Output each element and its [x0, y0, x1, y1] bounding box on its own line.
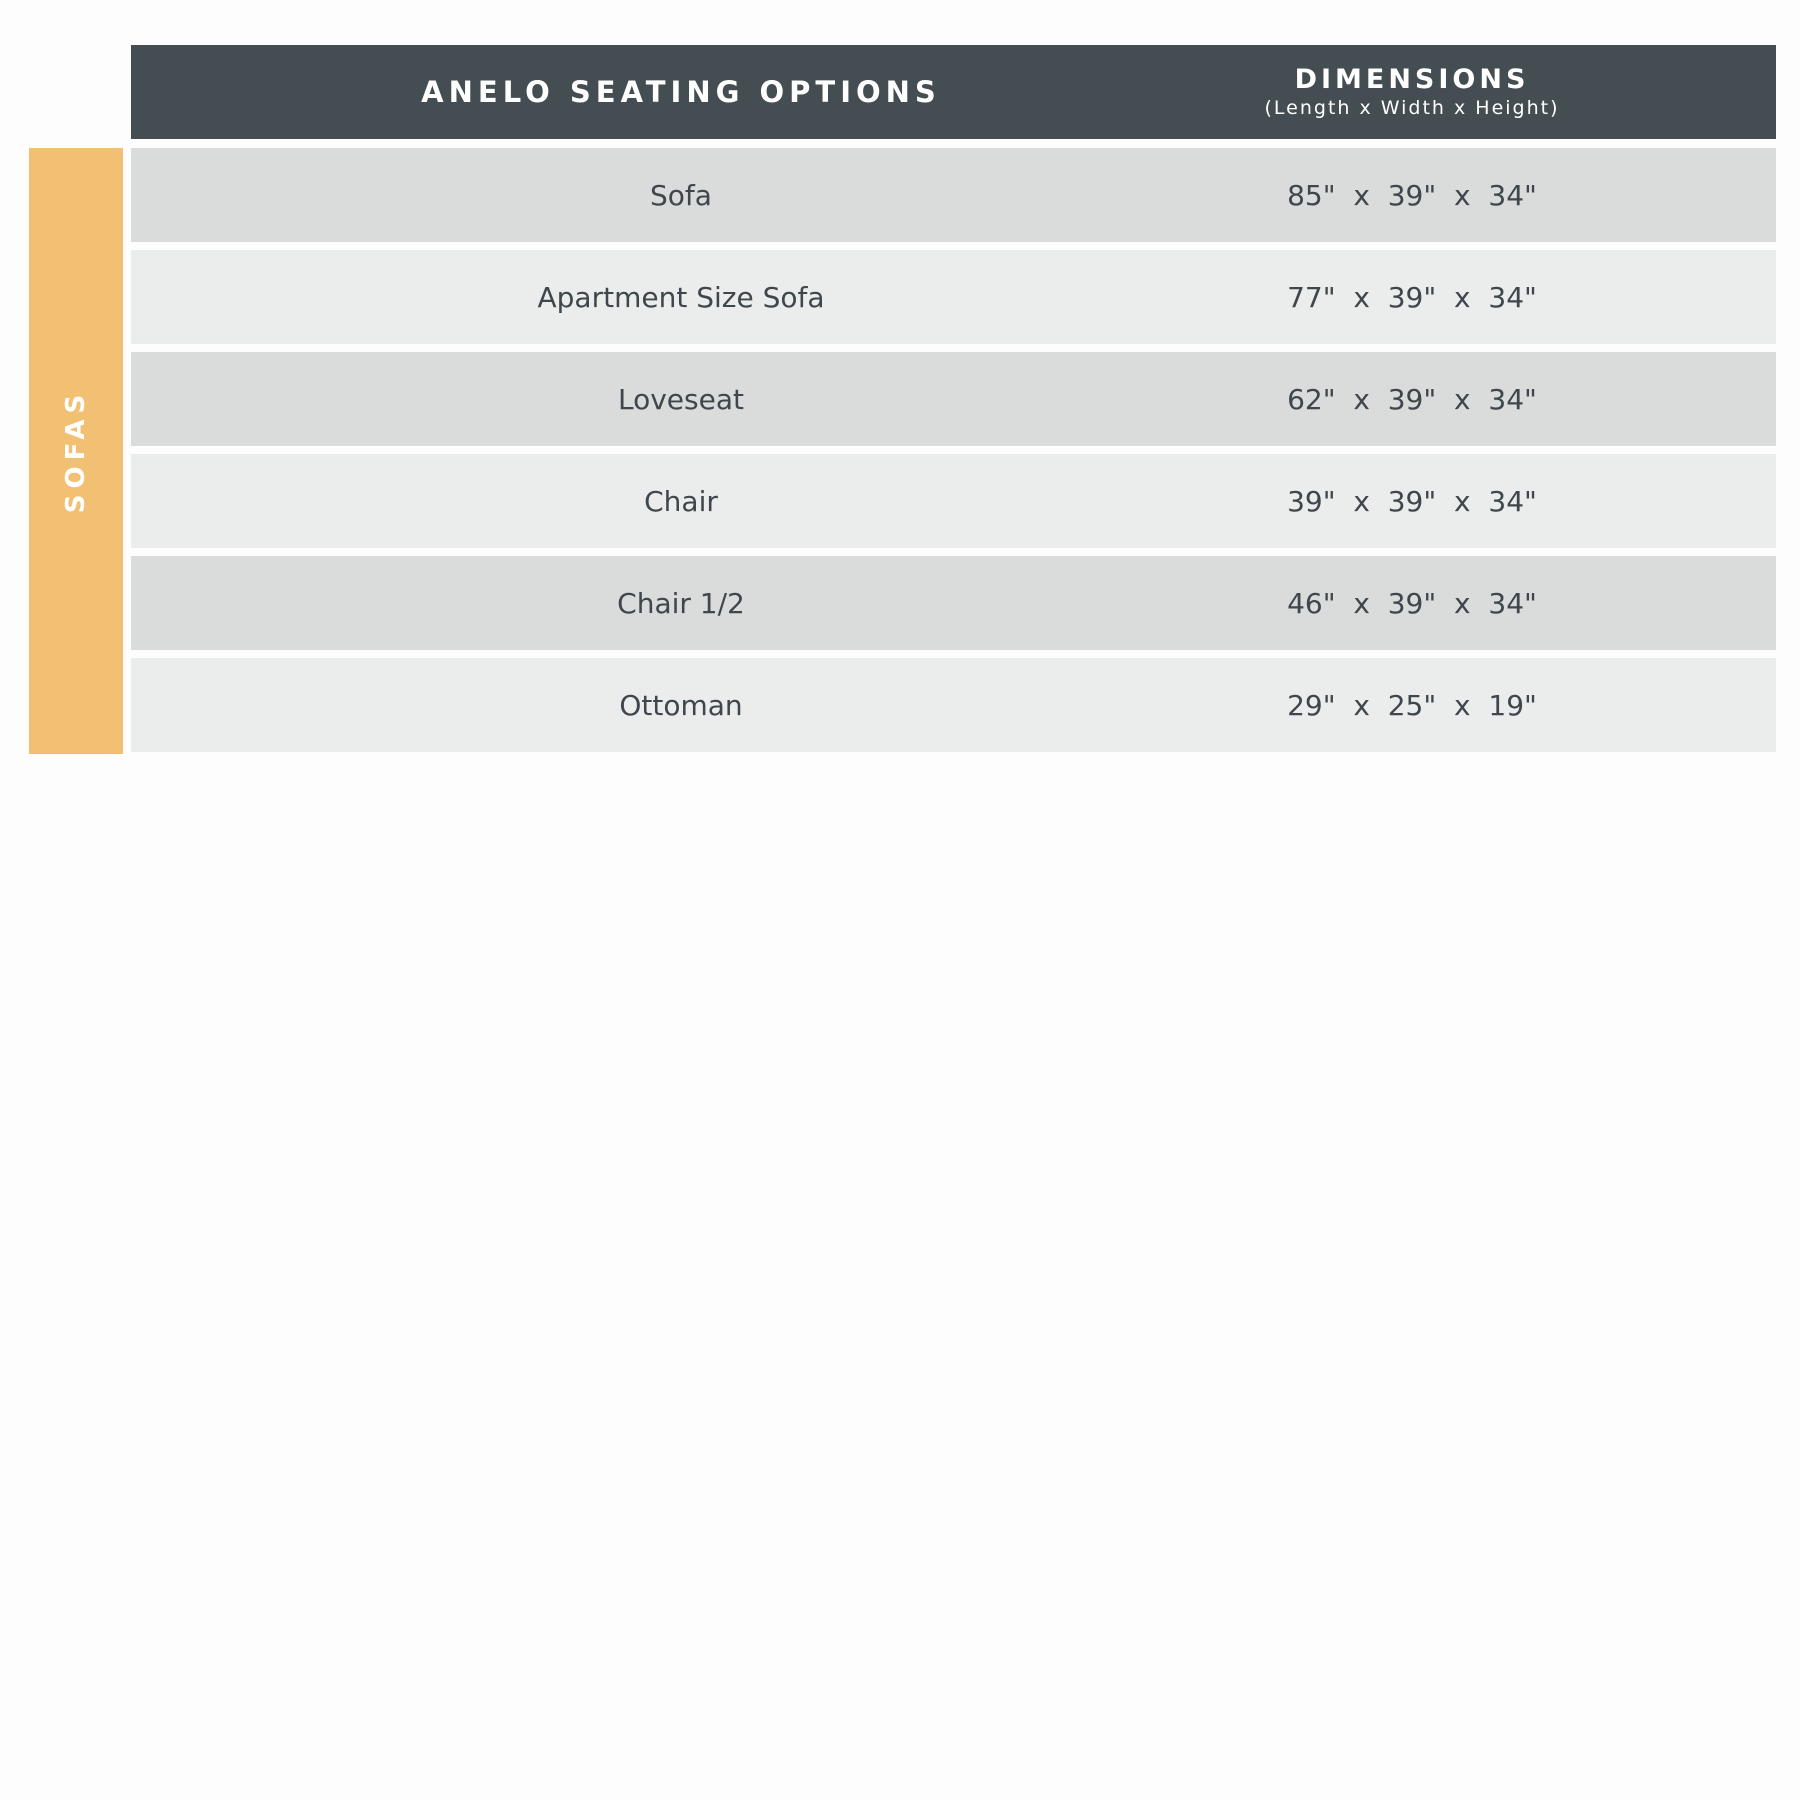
seating-option-name: Apartment Size Sofa [537, 280, 825, 314]
seating-option-dimensions: 62" x 39" x 34" [1287, 382, 1537, 416]
seating-option-dimensions: 46" x 39" x 34" [1287, 586, 1537, 620]
seating-option-dimensions: 77" x 39" x 34" [1287, 280, 1537, 314]
seating-option-name: Chair 1/2 [617, 586, 745, 620]
table-row [131, 658, 1776, 752]
dimensions-column-header [1231, 45, 1593, 139]
options-column-header [131, 45, 1231, 139]
seating-option-dimensions: 29" x 25" x 19" [1287, 688, 1537, 722]
seating-option-dimensions: 39" x 39" x 34" [1287, 484, 1537, 518]
table-row [131, 148, 1776, 242]
seating-option-name: Sofa [650, 178, 712, 212]
table-title: ANELO SEATING OPTIONS [421, 75, 941, 109]
category-tab-sofas [29, 148, 123, 754]
table-row [131, 352, 1776, 446]
seating-option-name: Chair [644, 484, 718, 518]
seating-option-dimensions: 85" x 39" x 34" [1287, 178, 1537, 212]
category-label: SOFAS [61, 388, 92, 514]
table-row [131, 454, 1776, 548]
dimensions-title: DIMENSIONS [1294, 64, 1530, 95]
seating-option-name: Ottoman [619, 688, 743, 722]
dimensions-subtitle: (Length x Width x Height) [1264, 97, 1560, 119]
table-row [131, 556, 1776, 650]
table-header [131, 45, 1776, 139]
table-row [131, 250, 1776, 344]
table-body [131, 148, 1776, 760]
seating-spec-table [0, 0, 1800, 760]
seating-option-name: Loveseat [618, 382, 744, 416]
